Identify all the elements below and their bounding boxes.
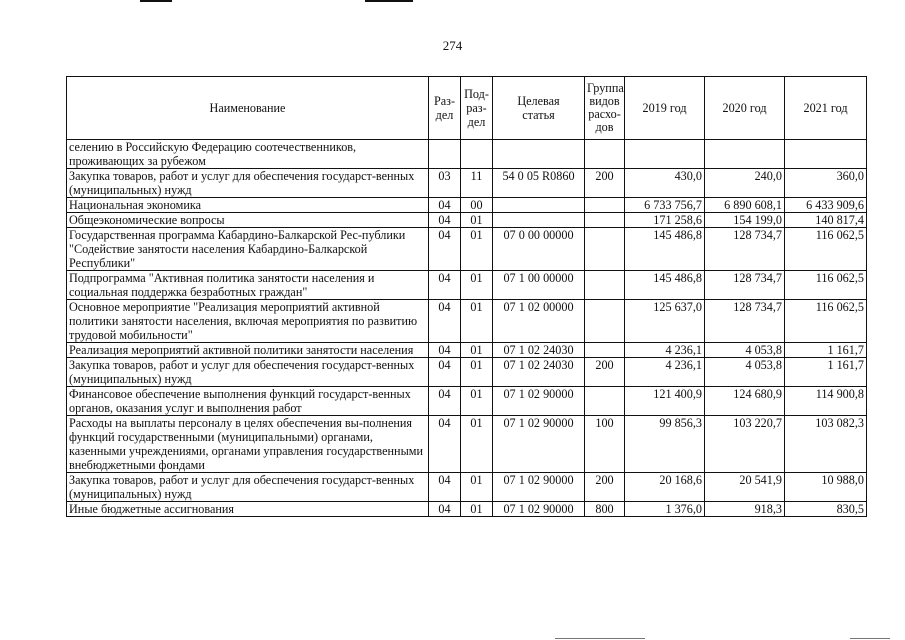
cell-2021: 830,5: [785, 502, 867, 517]
bottom-scan-mark-left: [555, 638, 645, 639]
cell-2020: 103 220,7: [705, 416, 785, 473]
cell-razdel: 04: [429, 502, 461, 517]
table-row: [67, 228, 867, 271]
cell-expense-group: [585, 300, 625, 343]
cell-target-article: 07 1 02 90000: [493, 416, 585, 473]
cell-2021: 103 082,3: [785, 416, 867, 473]
cell-2021: 116 062,5: [785, 300, 867, 343]
cell-razdel: 04: [429, 213, 461, 228]
cell-target-article: 07 1 02 24030: [493, 343, 585, 358]
table-header-row: [67, 77, 867, 140]
cell-2020: 128 734,7: [705, 228, 785, 271]
cell-2019: 4 236,1: [625, 343, 705, 358]
table-row: [67, 358, 867, 387]
cell-2020: 240,0: [705, 169, 785, 198]
cell-podrazdel: 01: [461, 271, 493, 300]
cell-podrazdel: 01: [461, 416, 493, 473]
cell-razdel: 04: [429, 228, 461, 271]
cell-razdel: 04: [429, 473, 461, 502]
header-podrazdel: Под- раз- дел: [461, 77, 493, 140]
header-target-article: Целевая статья: [493, 77, 585, 140]
header-name: Наименование: [67, 77, 429, 140]
table-row: [67, 300, 867, 343]
cell-name: Национальная экономика: [67, 198, 429, 213]
table-row: [67, 169, 867, 198]
cell-podrazdel: 11: [461, 169, 493, 198]
cell-expense-group: [585, 198, 625, 213]
cell-razdel: 04: [429, 271, 461, 300]
header-expense-group: Группа видов расхо- дов: [585, 77, 625, 140]
table-row: [67, 387, 867, 416]
cell-name: Основное мероприятие "Реализация мероприятий активной политики занятости населения, включая мероприятия по развитию трудовой мобильности": [67, 300, 429, 343]
cell-2019: 1 376,0: [625, 502, 705, 517]
header-2019: 2019 год: [625, 77, 705, 140]
cell-expense-group: [585, 228, 625, 271]
cell-2021: 116 062,5: [785, 228, 867, 271]
cell-expense-group: 800: [585, 502, 625, 517]
cell-name: Финансовое обеспечение выполнения функций государст-венных органов, оказания услуг и выполнения работ: [67, 387, 429, 416]
cell-expense-group: [585, 343, 625, 358]
cell-expense-group: 200: [585, 473, 625, 502]
cell-2019: 20 168,6: [625, 473, 705, 502]
cell-name: Государственная программа Кабардино-Балкарской Рес-публики "Содействие занятости населения Кабардино-Балкарской Республики": [67, 228, 429, 271]
cell-target-article: 07 1 02 24030: [493, 358, 585, 387]
cell-name: Подпрограмма "Активная политика занятости населения и социальная поддержка безработных граждан": [67, 271, 429, 300]
cell-2020: 4 053,8: [705, 358, 785, 387]
cell-name: Расходы на выплаты персоналу в целях обеспечения вы-полнения функций государственными (муниципальными) органами, казенными учреждениями, органами управления государственными внебюджетными фондами: [67, 416, 429, 473]
table-row: [67, 213, 867, 228]
cell-razdel: 04: [429, 300, 461, 343]
cell-2019: 145 486,8: [625, 271, 705, 300]
cell-2019: 6 733 756,7: [625, 198, 705, 213]
cell-name: селению в Российскую Федерацию соотечественников, проживающих за рубежом: [67, 140, 429, 169]
cell-2021: 1 161,7: [785, 343, 867, 358]
cell-razdel: [429, 140, 461, 169]
cell-target-article: 07 1 02 90000: [493, 473, 585, 502]
cell-2021: 1 161,7: [785, 358, 867, 387]
cell-2019: [625, 140, 705, 169]
cell-2020: 128 734,7: [705, 271, 785, 300]
cell-razdel: 04: [429, 198, 461, 213]
cell-expense-group: [585, 213, 625, 228]
cell-razdel: 03: [429, 169, 461, 198]
header-2020: 2020 год: [705, 77, 785, 140]
cell-2021: [785, 140, 867, 169]
cell-name: Общеэкономические вопросы: [67, 213, 429, 228]
cell-target-article: 07 1 02 90000: [493, 387, 585, 416]
cell-2019: 145 486,8: [625, 228, 705, 271]
cell-name: Закупка товаров, работ и услуг для обеспечения государст-венных (муниципальных) нужд: [67, 169, 429, 198]
cell-2019: 171 258,6: [625, 213, 705, 228]
cell-podrazdel: 01: [461, 213, 493, 228]
cell-2020: 918,3: [705, 502, 785, 517]
cell-name: Иные бюджетные ассигнования: [67, 502, 429, 517]
page-number: 274: [442, 38, 463, 53]
cell-2019: 99 856,3: [625, 416, 705, 473]
cell-expense-group: [585, 387, 625, 416]
cell-name: Закупка товаров, работ и услуг для обеспечения государст-венных (муниципальных) нужд: [67, 473, 429, 502]
table-row: [67, 140, 867, 169]
cell-2021: 140 817,4: [785, 213, 867, 228]
cell-target-article: 54 0 05 R0860: [493, 169, 585, 198]
cell-2021: 116 062,5: [785, 271, 867, 300]
cell-2020: 124 680,9: [705, 387, 785, 416]
header-2021: 2021 год: [785, 77, 867, 140]
budget-table: [66, 76, 867, 517]
cell-expense-group: [585, 140, 625, 169]
table-row: [67, 198, 867, 213]
cell-razdel: 04: [429, 343, 461, 358]
cell-2019: 121 400,9: [625, 387, 705, 416]
cell-razdel: 04: [429, 416, 461, 473]
cell-target-article: [493, 140, 585, 169]
cell-name: Реализация мероприятий активной политики занятости населения: [67, 343, 429, 358]
cell-podrazdel: 01: [461, 300, 493, 343]
cell-2020: [705, 140, 785, 169]
cell-2021: 360,0: [785, 169, 867, 198]
cell-podrazdel: 01: [461, 228, 493, 271]
cell-podrazdel: 01: [461, 502, 493, 517]
cell-2019: 125 637,0: [625, 300, 705, 343]
cell-target-article: 07 0 00 00000: [493, 228, 585, 271]
top-scan-mark-left: [140, 0, 172, 2]
cell-2020: 154 199,0: [705, 213, 785, 228]
table-row: [67, 416, 867, 473]
cell-target-article: 07 1 02 90000: [493, 502, 585, 517]
cell-target-article: [493, 198, 585, 213]
table-row: [67, 502, 867, 517]
cell-expense-group: 200: [585, 169, 625, 198]
cell-2021: 6 433 909,6: [785, 198, 867, 213]
cell-target-article: 07 1 00 00000: [493, 271, 585, 300]
cell-2019: 430,0: [625, 169, 705, 198]
cell-2020: 20 541,9: [705, 473, 785, 502]
cell-podrazdel: [461, 140, 493, 169]
cell-target-article: 07 1 02 00000: [493, 300, 585, 343]
cell-razdel: 04: [429, 387, 461, 416]
cell-2021: 10 988,0: [785, 473, 867, 502]
cell-2019: 4 236,1: [625, 358, 705, 387]
cell-podrazdel: 01: [461, 343, 493, 358]
cell-expense-group: [585, 271, 625, 300]
cell-expense-group: 100: [585, 416, 625, 473]
header-razdel: Раз- дел: [429, 77, 461, 140]
cell-podrazdel: 00: [461, 198, 493, 213]
cell-expense-group: 200: [585, 358, 625, 387]
bottom-scan-mark-right: [850, 638, 890, 639]
table-row: [67, 271, 867, 300]
cell-2020: 6 890 608,1: [705, 198, 785, 213]
cell-podrazdel: 01: [461, 473, 493, 502]
table-row: [67, 473, 867, 502]
cell-target-article: [493, 213, 585, 228]
table-row: [67, 343, 867, 358]
cell-podrazdel: 01: [461, 387, 493, 416]
cell-podrazdel: 01: [461, 358, 493, 387]
cell-razdel: 04: [429, 358, 461, 387]
cell-2020: 128 734,7: [705, 300, 785, 343]
cell-name: Закупка товаров, работ и услуг для обеспечения государст-венных (муниципальных) нужд: [67, 358, 429, 387]
cell-2020: 4 053,8: [705, 343, 785, 358]
cell-2021: 114 900,8: [785, 387, 867, 416]
top-scan-mark-right: [365, 0, 413, 2]
